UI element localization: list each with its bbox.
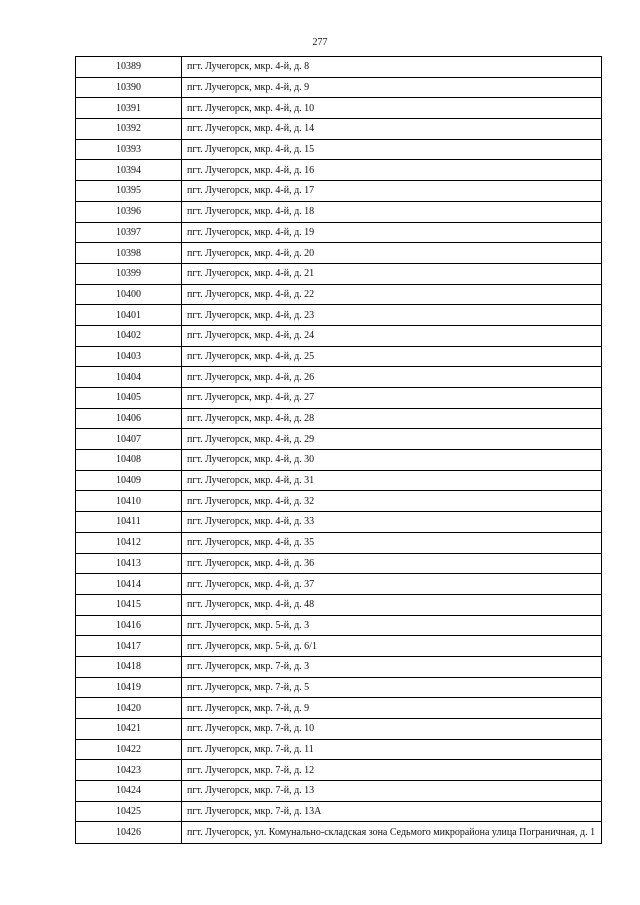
row-number: 10396 bbox=[76, 201, 182, 222]
row-address: пгт. Лучегорск, мкр. 7-й, д. 3 bbox=[182, 656, 602, 677]
row-number: 10405 bbox=[76, 388, 182, 409]
row-address: пгт. Лучегорск, мкр. 4-й, д. 17 bbox=[182, 181, 602, 202]
row-address: пгт. Лучегорск, мкр. 4-й, д. 27 bbox=[182, 388, 602, 409]
row-address: пгт. Лучегорск, ул. Комунально-складская зона Седьмого микрорайона улица Пограничная, д. 1 bbox=[182, 822, 602, 844]
row-address: пгт. Лучегорск, мкр. 4-й, д. 22 bbox=[182, 284, 602, 305]
row-address: пгт. Лучегорск, мкр. 4-й, д. 23 bbox=[182, 305, 602, 326]
table-row bbox=[76, 263, 602, 284]
row-number: 10415 bbox=[76, 594, 182, 615]
table-row bbox=[76, 77, 602, 98]
table-row bbox=[76, 305, 602, 326]
row-address: пгт. Лучегорск, мкр. 5-й, д. 6/1 bbox=[182, 636, 602, 657]
row-address: пгт. Лучегорск, мкр. 7-й, д. 11 bbox=[182, 739, 602, 760]
row-number: 10410 bbox=[76, 491, 182, 512]
table-row bbox=[76, 139, 602, 160]
address-table-body bbox=[76, 57, 602, 844]
table-row bbox=[76, 491, 602, 512]
row-address: пгт. Лучегорск, мкр. 4-й, д. 10 bbox=[182, 98, 602, 119]
row-number: 10394 bbox=[76, 160, 182, 181]
row-address: пгт. Лучегорск, мкр. 4-й, д. 29 bbox=[182, 429, 602, 450]
row-address: пгт. Лучегорск, мкр. 4-й, д. 9 bbox=[182, 77, 602, 98]
row-address: пгт. Лучегорск, мкр. 4-й, д. 15 bbox=[182, 139, 602, 160]
row-address: пгт. Лучегорск, мкр. 4-й, д. 18 bbox=[182, 201, 602, 222]
row-number: 10409 bbox=[76, 470, 182, 491]
table-row bbox=[76, 615, 602, 636]
row-address: пгт. Лучегорск, мкр. 5-й, д. 3 bbox=[182, 615, 602, 636]
row-number: 10411 bbox=[76, 512, 182, 533]
row-number: 10403 bbox=[76, 346, 182, 367]
table-row bbox=[76, 408, 602, 429]
row-address: пгт. Лучегорск, мкр. 7-й, д. 13А bbox=[182, 801, 602, 822]
row-address: пгт. Лучегорск, мкр. 4-й, д. 36 bbox=[182, 553, 602, 574]
row-number: 10412 bbox=[76, 532, 182, 553]
row-number: 10413 bbox=[76, 553, 182, 574]
row-address: пгт. Лучегорск, мкр. 4-й, д. 8 bbox=[182, 57, 602, 78]
row-number: 10404 bbox=[76, 367, 182, 388]
row-address: пгт. Лучегорск, мкр. 4-й, д. 25 bbox=[182, 346, 602, 367]
row-address: пгт. Лучегорск, мкр. 7-й, д. 10 bbox=[182, 719, 602, 740]
row-number: 10420 bbox=[76, 698, 182, 719]
table-row bbox=[76, 698, 602, 719]
row-address: пгт. Лучегорск, мкр. 4-й, д. 30 bbox=[182, 450, 602, 471]
row-number: 10414 bbox=[76, 574, 182, 595]
row-address: пгт. Лучегорск, мкр. 4-й, д. 21 bbox=[182, 263, 602, 284]
row-number: 10406 bbox=[76, 408, 182, 429]
row-number: 10400 bbox=[76, 284, 182, 305]
table-row bbox=[76, 346, 602, 367]
row-number: 10408 bbox=[76, 450, 182, 471]
row-number: 10399 bbox=[76, 263, 182, 284]
table-row bbox=[76, 801, 602, 822]
table-row bbox=[76, 222, 602, 243]
row-address: пгт. Лучегорск, мкр. 4-й, д. 35 bbox=[182, 532, 602, 553]
table-row bbox=[76, 429, 602, 450]
table-row bbox=[76, 119, 602, 140]
row-address: пгт. Лучегорск, мкр. 7-й, д. 9 bbox=[182, 698, 602, 719]
row-address: пгт. Лучегорск, мкр. 4-й, д. 37 bbox=[182, 574, 602, 595]
row-number: 10423 bbox=[76, 760, 182, 781]
row-number: 10392 bbox=[76, 119, 182, 140]
row-number: 10418 bbox=[76, 656, 182, 677]
table-row bbox=[76, 243, 602, 264]
table-row bbox=[76, 781, 602, 802]
table-row bbox=[76, 98, 602, 119]
row-number: 10402 bbox=[76, 325, 182, 346]
table-row bbox=[76, 470, 602, 491]
table-row bbox=[76, 594, 602, 615]
row-address: пгт. Лучегорск, мкр. 4-й, д. 19 bbox=[182, 222, 602, 243]
row-number: 10417 bbox=[76, 636, 182, 657]
row-number: 10390 bbox=[76, 77, 182, 98]
table-row bbox=[76, 325, 602, 346]
row-number: 10416 bbox=[76, 615, 182, 636]
row-address: пгт. Лучегорск, мкр. 4-й, д. 14 bbox=[182, 119, 602, 140]
table-row bbox=[76, 57, 602, 78]
table-row bbox=[76, 450, 602, 471]
row-number: 10422 bbox=[76, 739, 182, 760]
row-number: 10393 bbox=[76, 139, 182, 160]
row-number: 10419 bbox=[76, 677, 182, 698]
table-row bbox=[76, 284, 602, 305]
table-row bbox=[76, 739, 602, 760]
row-address: пгт. Лучегорск, мкр. 4-й, д. 26 bbox=[182, 367, 602, 388]
address-table bbox=[75, 56, 602, 844]
table-row bbox=[76, 201, 602, 222]
row-address: пгт. Лучегорск, мкр. 7-й, д. 13 bbox=[182, 781, 602, 802]
row-address: пгт. Лучегорск, мкр. 4-й, д. 28 bbox=[182, 408, 602, 429]
row-address: пгт. Лучегорск, мкр. 4-й, д. 31 bbox=[182, 470, 602, 491]
row-number: 10421 bbox=[76, 719, 182, 740]
table-row bbox=[76, 553, 602, 574]
row-number: 10425 bbox=[76, 801, 182, 822]
table-row bbox=[76, 636, 602, 657]
table-row bbox=[76, 388, 602, 409]
row-number: 10391 bbox=[76, 98, 182, 119]
table-row bbox=[76, 532, 602, 553]
row-address: пгт. Лучегорск, мкр. 7-й, д. 12 bbox=[182, 760, 602, 781]
row-number: 10395 bbox=[76, 181, 182, 202]
table-row bbox=[76, 719, 602, 740]
table-row bbox=[76, 512, 602, 533]
table-row bbox=[76, 760, 602, 781]
row-address: пгт. Лучегорск, мкр. 4-й, д. 48 bbox=[182, 594, 602, 615]
table-row bbox=[76, 574, 602, 595]
table-row bbox=[76, 367, 602, 388]
row-number: 10398 bbox=[76, 243, 182, 264]
table-row bbox=[76, 822, 602, 844]
row-number: 10424 bbox=[76, 781, 182, 802]
row-address: пгт. Лучегорск, мкр. 4-й, д. 16 bbox=[182, 160, 602, 181]
table-row bbox=[76, 677, 602, 698]
row-number: 10401 bbox=[76, 305, 182, 326]
row-number: 10426 bbox=[76, 822, 182, 844]
row-address: пгт. Лучегорск, мкр. 4-й, д. 20 bbox=[182, 243, 602, 264]
table-row bbox=[76, 181, 602, 202]
row-number: 10397 bbox=[76, 222, 182, 243]
row-address: пгт. Лучегорск, мкр. 4-й, д. 32 bbox=[182, 491, 602, 512]
table-row bbox=[76, 160, 602, 181]
row-number: 10389 bbox=[76, 57, 182, 78]
table-row bbox=[76, 656, 602, 677]
page-number: 277 bbox=[312, 37, 328, 48]
row-address: пгт. Лучегорск, мкр. 7-й, д. 5 bbox=[182, 677, 602, 698]
row-address: пгт. Лучегорск, мкр. 4-й, д. 24 bbox=[182, 325, 602, 346]
row-number: 10407 bbox=[76, 429, 182, 450]
row-address: пгт. Лучегорск, мкр. 4-й, д. 33 bbox=[182, 512, 602, 533]
